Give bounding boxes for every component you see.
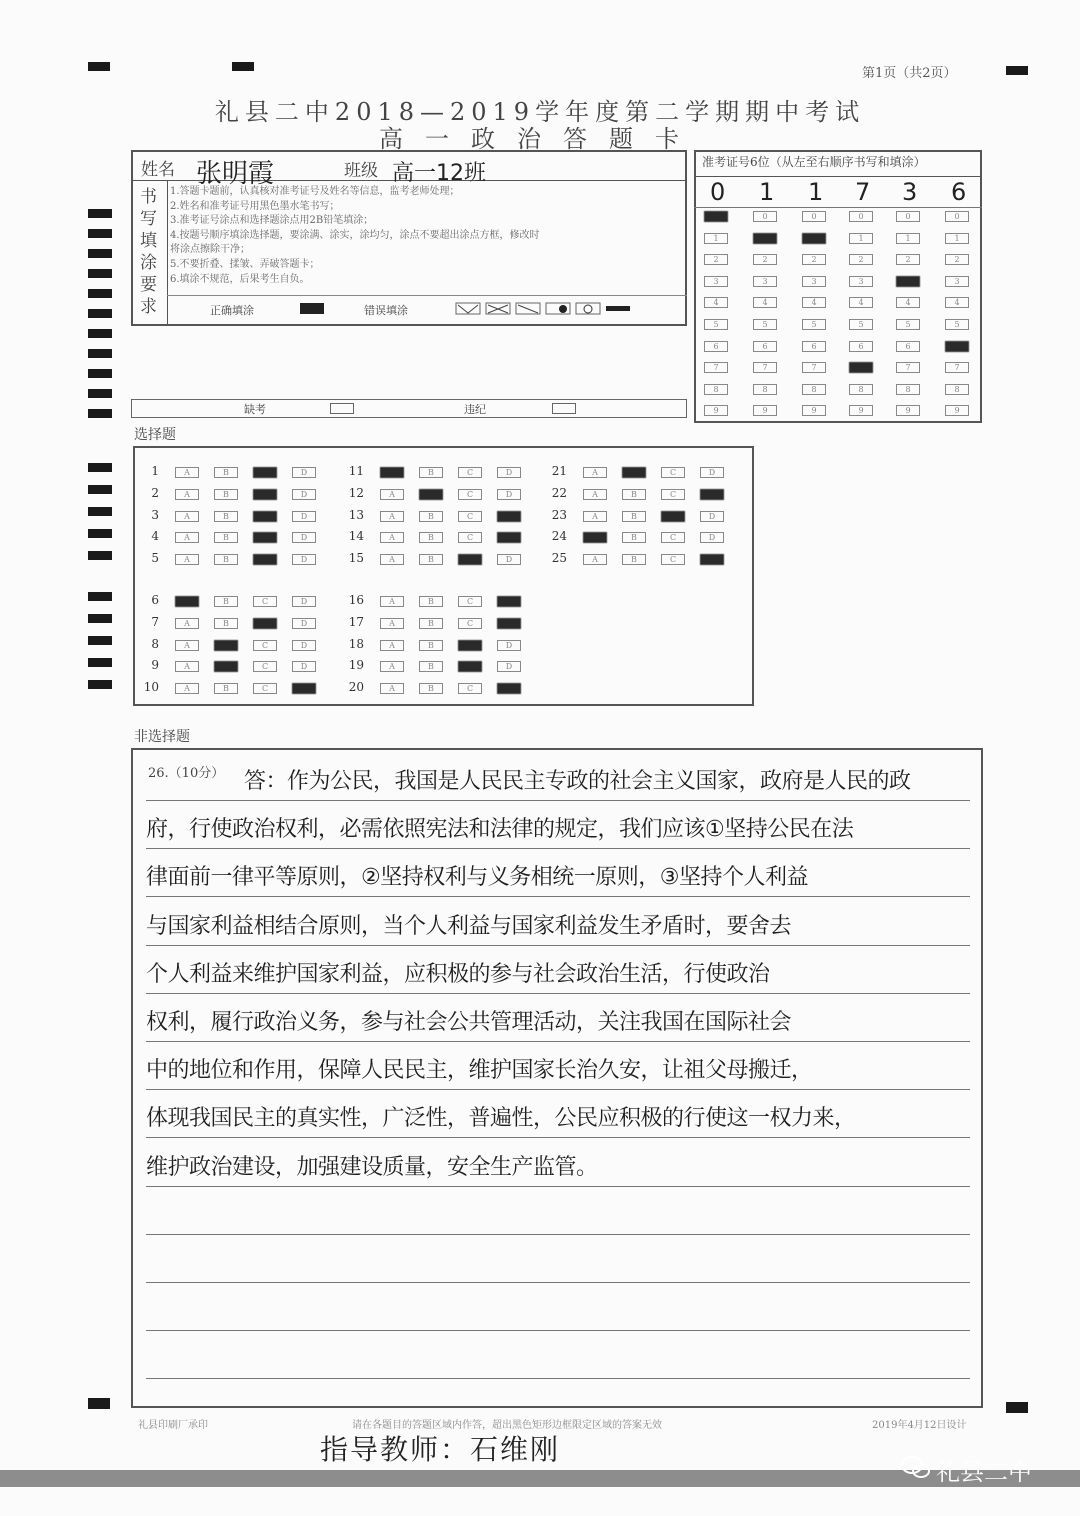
exam-id-bubble[interactable]: 8	[704, 384, 728, 395]
timing-mark	[88, 349, 112, 358]
choice-bubble-c[interactable]: C	[253, 596, 277, 607]
alignment-mark	[1006, 1402, 1028, 1413]
question-number: 14	[348, 529, 364, 544]
exam-id-digit: 3	[902, 178, 918, 206]
choice-bubble-b[interactable]: B	[419, 532, 443, 543]
exam-id-bubble[interactable]: 3	[802, 276, 826, 287]
timing-mark	[88, 269, 112, 278]
choice-bubble-d[interactable]: D	[292, 467, 316, 478]
alignment-mark	[232, 62, 254, 71]
choice-bubble-b[interactable]: B	[419, 618, 443, 629]
timing-mark	[88, 289, 112, 298]
question-number: 17	[348, 614, 364, 629]
exam-id-bubble[interactable]	[896, 276, 920, 287]
class-value: 高一12班	[392, 161, 486, 186]
choice-bubble-c[interactable]	[458, 554, 482, 565]
choice-bubble-c[interactable]: C	[458, 683, 482, 694]
essay-answer-line: 府，行使政治权利，必需依照宪法和法律的规定，我们应该①坚持公民在法	[146, 817, 854, 843]
question-number: 18	[348, 636, 364, 651]
question-number: 7	[151, 614, 159, 629]
choice-bubble-c[interactable]	[253, 532, 277, 543]
choice-bubble-d[interactable]: D	[292, 618, 316, 629]
choice-bubble-a[interactable]: A	[583, 467, 607, 478]
choice-bubble-d[interactable]	[497, 511, 521, 522]
exam-id-bubble[interactable]	[753, 233, 777, 244]
exam-id-bubble[interactable]: 1	[896, 233, 920, 244]
choice-bubble-d[interactable]: D	[497, 489, 521, 500]
timing-mark	[88, 229, 112, 238]
exam-id-bubble[interactable]: 2	[896, 254, 920, 265]
essay-question-label: 26.（10分）	[148, 766, 225, 781]
question-number: 19	[348, 658, 364, 673]
choice-bubble-a[interactable]	[175, 596, 199, 607]
violation-checkbox[interactable]	[552, 403, 576, 414]
choice-bubble-c[interactable]	[253, 467, 277, 478]
exam-id-digit: 6	[951, 178, 967, 206]
exam-id-bubble[interactable]: 2	[849, 254, 873, 265]
teacher-credit: 指导教师：石维刚	[320, 1433, 561, 1466]
choice-bubble-c[interactable]	[661, 511, 685, 522]
choice-bubble-b[interactable]: B	[214, 618, 238, 629]
essay-answer-line: 中的地位和作用，保障人民民主，维护国家长治久安，让祖父母搬迁，	[146, 1058, 813, 1084]
essay-answer-line: 答：作为公民，我国是人民民主专政的社会主义国家，政府是人民的政	[244, 769, 911, 794]
choice-bubble-c[interactable]: C	[253, 683, 277, 694]
exam-id-bubble[interactable]: 5	[945, 319, 969, 330]
choice-bubble-a[interactable]	[380, 467, 404, 478]
exam-id-bubble[interactable]: 9	[849, 405, 873, 416]
choice-bubble-a[interactable]: A	[380, 640, 404, 651]
exam-id-bubble[interactable]	[849, 362, 873, 373]
choice-bubble-b[interactable]: B	[419, 554, 443, 565]
question-number: 15	[348, 551, 364, 566]
question-number: 8	[151, 636, 159, 651]
exam-id-digit: 1	[808, 178, 824, 206]
question-number: 6	[151, 593, 159, 607]
choice-bubble-c[interactable]: C	[661, 489, 685, 500]
choice-bubble-c[interactable]	[458, 661, 482, 672]
question-number: 10	[143, 680, 159, 695]
exam-id-bubble[interactable]: 9	[753, 405, 777, 416]
essay-answer-line: 体现我国民主的真实性，广泛性，普遍性，公民应积极的行使这一权力来，	[146, 1106, 856, 1132]
essay-rule-line	[146, 1378, 970, 1379]
question-number: 11	[348, 464, 364, 478]
exam-id-bubble[interactable]: 7	[704, 362, 728, 373]
exam-id-bubble[interactable]: 5	[802, 319, 826, 330]
choice-bubble-b[interactable]: B	[419, 511, 443, 522]
choice-bubble-a[interactable]: A	[583, 489, 607, 500]
wrong-fill-label: 错误填涂	[364, 304, 408, 317]
exam-id-bubble[interactable]: 5	[849, 319, 873, 330]
choice-bubble-a[interactable]: A	[380, 618, 404, 629]
exam-id-bubble[interactable]: 0	[945, 211, 969, 222]
exam-id-bubble[interactable]: 3	[753, 276, 777, 287]
choice-bubble-b[interactable]: B	[214, 683, 238, 694]
choice-bubble-d[interactable]	[700, 554, 724, 565]
essay-answer-line: 权利，履行政治义务，参与社会公共管理活动，关注我国在国际社会	[146, 1010, 792, 1035]
choice-bubble-a[interactable]: A	[380, 554, 404, 565]
choice-bubble-b[interactable]: B	[419, 596, 443, 607]
choice-bubble-d[interactable]: D	[700, 467, 724, 478]
question-number: 9	[151, 658, 159, 673]
choice-bubble-c[interactable]: C	[661, 554, 685, 565]
choice-bubble-a[interactable]: A	[175, 661, 199, 672]
correct-fill-sample	[300, 303, 324, 314]
watermark-text: 礼县二中	[936, 1458, 1032, 1486]
choice-bubble-d[interactable]	[292, 683, 316, 694]
exam-id-bubble[interactable]: 6	[753, 341, 777, 352]
answer-area-note: 请在各题目的答题区域内作答，超出黑色矩形边框限定区域的答案无效	[352, 1420, 662, 1431]
instruction-item: 6.填涂不规范，后果考生自负。	[170, 273, 310, 285]
printer-note: 礼县印刷厂承印	[138, 1420, 208, 1431]
choice-bubble-d[interactable]	[700, 489, 724, 500]
class-label: 班级	[344, 161, 378, 181]
choice-bubble-b[interactable]: B	[214, 511, 238, 522]
choice-bubble-b[interactable]: B	[622, 489, 646, 500]
choice-bubble-c[interactable]: C	[253, 640, 277, 651]
choice-bubble-c[interactable]	[458, 640, 482, 651]
choice-bubble-b[interactable]: B	[214, 596, 238, 607]
exam-id-bubble[interactable]	[704, 211, 728, 222]
timing-mark	[88, 249, 112, 258]
choice-bubble-b[interactable]: B	[419, 661, 443, 672]
question-number: 20	[348, 680, 364, 695]
question-number: 13	[348, 507, 364, 522]
question-number: 2	[151, 485, 159, 500]
exam-id-bubble[interactable]: 1	[849, 233, 873, 244]
choice-bubble-a[interactable]: A	[175, 511, 199, 522]
timing-mark	[88, 463, 112, 472]
instruction-item: 1.答题卡题前，认真核对准考证号及姓名等信息，监考老师处理；	[170, 186, 460, 197]
exam-id-bubble[interactable]: 8	[945, 384, 969, 395]
choice-bubble-c[interactable]: C	[458, 596, 482, 607]
choice-bubble-c[interactable]: C	[458, 467, 482, 478]
choice-bubble-c[interactable]: C	[661, 532, 685, 543]
choice-bubble-c[interactable]: C	[661, 467, 685, 478]
choice-bubble-d[interactable]: D	[497, 554, 521, 565]
timing-mark	[88, 389, 112, 398]
choice-bubble-a[interactable]: A	[175, 618, 199, 629]
alignment-mark	[88, 62, 110, 71]
choice-bubble-d[interactable]: D	[497, 640, 521, 651]
exam-id-digit: 1	[759, 178, 775, 206]
choice-bubble-d[interactable]	[497, 596, 521, 607]
exam-id-bubble[interactable]: 5	[704, 319, 728, 330]
choice-bubble-d[interactable]	[497, 683, 521, 694]
exam-title: 礼县二中2018—2019学年度第二学期期中考试	[214, 98, 866, 126]
question-number: 16	[348, 593, 364, 607]
choice-bubble-b[interactable]	[622, 467, 646, 478]
choice-bubble-b[interactable]: B	[622, 511, 646, 522]
timing-mark	[88, 409, 112, 418]
timing-mark	[88, 209, 112, 218]
correct-fill-label: 正确填涂	[210, 304, 254, 317]
timing-mark	[88, 658, 112, 667]
choice-bubble-a[interactable]: A	[380, 661, 404, 672]
choice-bubble-d[interactable]: D	[292, 532, 316, 543]
choice-bubble-a[interactable]: A	[175, 467, 199, 478]
instructions-side-label: 书写填涂要求	[140, 187, 157, 317]
exam-id-bubble[interactable]: 7	[945, 362, 969, 373]
choice-bubble-a[interactable]: A	[380, 532, 404, 543]
exam-id-bubble[interactable]: 2	[945, 254, 969, 265]
exam-id-bubble[interactable]: 4	[896, 297, 920, 308]
choice-bubble-d[interactable]: D	[292, 661, 316, 672]
exam-id-bubble[interactable]: 0	[802, 211, 826, 222]
essay-answer-line: 律面前一律平等原则，②坚持权利与义务相统一原则，③坚持个人利益	[146, 865, 808, 891]
exam-id-bubble[interactable]: 8	[802, 384, 826, 395]
exam-id-digit: 7	[855, 178, 871, 206]
choice-bubble-b[interactable]: B	[419, 467, 443, 478]
instruction-item: 将涂点擦除干净；	[170, 244, 250, 256]
choice-bubble-d[interactable]: D	[292, 596, 316, 607]
choice-bubble-b[interactable]	[214, 661, 238, 672]
choice-bubble-a[interactable]: A	[175, 640, 199, 651]
alignment-mark	[1006, 66, 1028, 75]
timing-mark	[88, 507, 112, 516]
timing-mark	[88, 529, 112, 538]
exam-id-bubble[interactable]: 4	[802, 297, 826, 308]
exam-id-bubble[interactable]: 9	[802, 405, 826, 416]
exam-id-bubble[interactable]: 9	[896, 405, 920, 416]
choice-bubble-a[interactable]: A	[583, 511, 607, 522]
exam-id-title: 准考证号6位（从左至右顺序书写和填涂）	[702, 155, 926, 169]
wrong-fill-samples	[455, 301, 645, 317]
essay-rule-line	[146, 1234, 970, 1235]
choice-section-title: 选择题	[134, 427, 176, 443]
choice-bubble-c[interactable]: C	[458, 489, 482, 500]
instructions-list	[170, 185, 540, 287]
exam-id-bubble[interactable]: 5	[753, 319, 777, 330]
violation-label: 违纪	[464, 403, 486, 416]
exam-id-bubble[interactable]: 3	[704, 276, 728, 287]
exam-id-bubble[interactable]: 4	[753, 297, 777, 308]
choice-bubble-a[interactable]: A	[380, 489, 404, 500]
exam-id-bubble[interactable]: 7	[753, 362, 777, 373]
exam-id-bubble[interactable]: 2	[802, 254, 826, 265]
essay-section-title: 非选择题	[134, 729, 190, 745]
choice-bubble-c[interactable]: C	[458, 618, 482, 629]
exam-id-bubble[interactable]: 4	[945, 297, 969, 308]
exam-id-bubble[interactable]: 8	[753, 384, 777, 395]
choice-bubble-a[interactable]: A	[175, 532, 199, 543]
exam-id-bubble[interactable]: 9	[704, 405, 728, 416]
essay-answer-line: 与国家利益相结合原则，当个人利益与国家利益发生矛盾时，要舍去	[146, 913, 792, 939]
question-number: 21	[551, 464, 567, 478]
choice-bubble-a[interactable]: A	[380, 596, 404, 607]
absent-row	[131, 399, 687, 418]
exam-id-bubble[interactable]	[802, 233, 826, 244]
choice-bubble-d[interactable]	[497, 532, 521, 543]
choice-bubble-b[interactable]: B	[622, 554, 646, 565]
choice-bubble-d[interactable]: D	[700, 511, 724, 522]
choice-bubble-a[interactable]	[583, 532, 607, 543]
choice-bubble-d[interactable]: D	[292, 554, 316, 565]
timing-mark	[88, 614, 112, 623]
choice-bubble-c[interactable]: C	[458, 511, 482, 522]
choice-bubble-c[interactable]: C	[458, 532, 482, 543]
choice-bubble-d[interactable]: D	[292, 489, 316, 500]
exam-id-bubble[interactable]: 1	[704, 233, 728, 244]
essay-answer-line: 维护政治建设，加强建设质量，安全生产监管。	[146, 1154, 598, 1180]
exam-id-bubble[interactable]: 8	[896, 384, 920, 395]
instruction-item: 2.姓名和准考证号用黑色墨水笔书写；	[170, 200, 340, 212]
choice-bubble-a[interactable]: A	[175, 683, 199, 694]
choice-bubble-d[interactable]: D	[292, 511, 316, 522]
timing-mark	[88, 309, 112, 318]
question-number: 4	[151, 529, 159, 544]
choice-bubble-a[interactable]: A	[175, 554, 199, 565]
exam-id-bubble[interactable]: 3	[849, 276, 873, 287]
essay-rule-line	[146, 1282, 970, 1283]
choice-bubble-a[interactable]: A	[380, 683, 404, 694]
exam-id-bubble[interactable]: 3	[945, 276, 969, 287]
exam-id-bubble[interactable]: 1	[945, 233, 969, 244]
exam-id-bubble[interactable]: 0	[896, 211, 920, 222]
choice-bubble-b[interactable]	[419, 489, 443, 500]
choice-bubble-c[interactable]	[253, 554, 277, 565]
instruction-item: 3.准考证号涂点和选择题涂点用2B铅笔填涂；	[170, 215, 374, 227]
absent-label: 缺考	[244, 403, 266, 416]
question-number: 12	[348, 485, 364, 500]
timing-mark	[88, 551, 112, 560]
timing-mark	[88, 369, 112, 378]
name-label: 姓名	[141, 160, 175, 180]
timing-mark	[88, 636, 112, 645]
wechat-watermark	[900, 1452, 1070, 1486]
timing-mark	[88, 680, 112, 689]
exam-id-bubble[interactable]: 6	[802, 341, 826, 352]
choice-bubble-b[interactable]: B	[419, 640, 443, 651]
absent-checkbox[interactable]	[330, 403, 354, 414]
instruction-item: 5.不要折叠、揉皱、弄破答题卡；	[170, 258, 320, 270]
choice-bubble-d[interactable]: D	[292, 640, 316, 651]
choice-bubble-b[interactable]: B	[622, 532, 646, 543]
sheet-subtitle: 高一政治答题卡	[379, 125, 701, 153]
question-number: 3	[151, 507, 159, 522]
timing-mark	[88, 485, 112, 494]
exam-id-bubble[interactable]: 9	[945, 405, 969, 416]
exam-id-digit: 0	[710, 178, 726, 206]
choice-bubble-d[interactable]: D	[497, 661, 521, 672]
exam-id-bubble[interactable]: 6	[849, 341, 873, 352]
exam-id-bubble[interactable]	[945, 341, 969, 352]
choice-bubble-d[interactable]: D	[497, 467, 521, 478]
question-number: 24	[551, 529, 567, 544]
exam-id-bubble[interactable]: 2	[704, 254, 728, 265]
choice-bubble-a[interactable]: A	[175, 489, 199, 500]
exam-id-bubble[interactable]: 6	[704, 341, 728, 352]
exam-id-bubble[interactable]: 4	[849, 297, 873, 308]
choice-bubble-c[interactable]	[253, 618, 277, 629]
exam-id-bubble[interactable]: 8	[849, 384, 873, 395]
choice-bubble-d[interactable]	[497, 618, 521, 629]
alignment-mark	[88, 1398, 110, 1409]
name-value: 张明霞	[196, 159, 275, 189]
exam-id-bubble[interactable]: 0	[849, 211, 873, 222]
essay-rule-line	[146, 1330, 970, 1331]
choice-bubble-a[interactable]: A	[380, 511, 404, 522]
choice-bubble-b[interactable]: B	[214, 532, 238, 543]
exam-id-bubble[interactable]: 7	[896, 362, 920, 373]
choice-bubble-b[interactable]: B	[419, 683, 443, 694]
choice-bubble-a[interactable]: A	[583, 554, 607, 565]
question-number: 22	[551, 485, 567, 500]
exam-id-bubble[interactable]: 5	[896, 319, 920, 330]
choice-bubble-c[interactable]	[253, 511, 277, 522]
choice-bubble-b[interactable]	[214, 640, 238, 651]
question-number: 5	[151, 551, 159, 566]
choice-bubble-c[interactable]: C	[253, 661, 277, 672]
timing-mark	[88, 592, 112, 601]
choice-bubble-b[interactable]: B	[214, 489, 238, 500]
page-indicator: 第1页（共2页）	[862, 66, 957, 81]
question-number: 1	[151, 464, 159, 478]
exam-id-bubble[interactable]: 6	[896, 341, 920, 352]
exam-id-bubble[interactable]: 7	[802, 362, 826, 373]
instruction-item: 4.按题号顺序填涂选择题，要涂满、涂实，涂均匀，涂点不要超出涂点方框，修改时	[170, 229, 540, 241]
exam-id-bubble[interactable]: 4	[704, 297, 728, 308]
wechat-icon	[900, 1454, 932, 1482]
question-number: 23	[551, 507, 567, 522]
choice-bubble-d[interactable]: D	[700, 532, 724, 543]
exam-id-bubble[interactable]: 2	[753, 254, 777, 265]
design-date: 2019年4月12日设计	[872, 1420, 967, 1431]
choice-bubble-c[interactable]	[253, 489, 277, 500]
question-number: 25	[551, 551, 567, 566]
choice-bubble-b[interactable]: B	[214, 554, 238, 565]
choice-bubble-b[interactable]: B	[214, 467, 238, 478]
exam-id-box	[694, 150, 982, 423]
exam-id-bubble[interactable]: 0	[753, 211, 777, 222]
timing-mark	[88, 329, 112, 338]
essay-answer-line: 个人利益来维护国家利益，应积极的参与社会政治生活，行使政治	[146, 961, 770, 987]
